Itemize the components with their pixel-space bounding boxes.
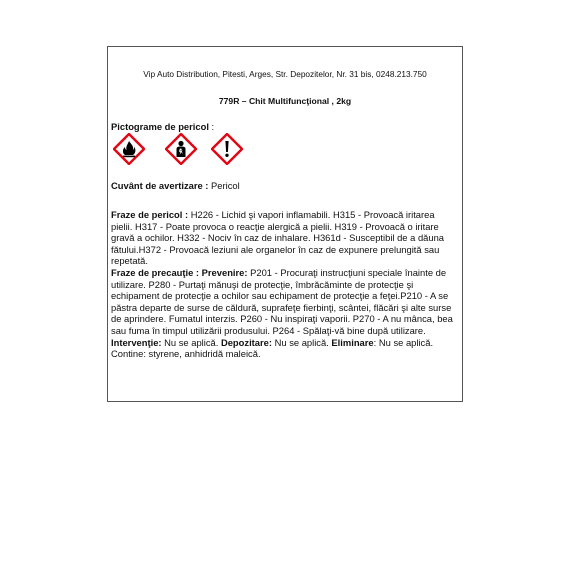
storage-text: Nu se aplică.	[272, 336, 332, 348]
pictograms-heading-suffix: :	[208, 121, 215, 132]
hazard-statements	[111, 209, 458, 267]
signal-word	[111, 180, 240, 191]
pictograms-heading-label: Pictograme de pericol	[111, 121, 209, 132]
hazard-statements-label: Fraze de pericol :	[111, 209, 189, 220]
disposal-text: : Nu se aplică. Contine: styrene, anhidridă maleică.	[111, 336, 434, 360]
storage-label: Depozitare:	[220, 336, 273, 348]
hazard-statements-text: H226 - Lichid şi vapori inflamabili. H315 - Provoacă iritarea pielii. H317 - Poate provoca o reacţie alergică a pielii. H319 - Provoacă o iritare gravă a ochilor. H332 - Nociv în caz de inhalare. H361d - Susceptibil de a dăuna fătului.H372 - Provoacă leziuni ale organelor în caz de expunere prelungită sau repetată.	[111, 209, 445, 267]
flame-icon	[113, 133, 145, 165]
response-text: Nu se aplică.	[161, 336, 221, 348]
product-title: 779R – Chit Multifuncţional , 2kg	[218, 96, 352, 106]
health-hazard-icon	[165, 133, 197, 165]
response-label: Intervenţie:	[111, 336, 162, 348]
statements	[111, 209, 458, 360]
signal-word-label: Cuvânt de avertizare :	[111, 180, 209, 191]
precaution-label: Fraze de precauţie : Prevenire:	[111, 266, 248, 278]
exclamation-mark-icon	[211, 133, 243, 165]
signal-word-value: Pericol	[208, 180, 240, 191]
company-info: Vip Auto Distribution, Pitesti, Arges, Str. Depozitelor, Nr. 31 bis, 0248.213.750	[143, 69, 427, 79]
disposal-label: Eliminare	[331, 336, 374, 348]
precaution-text: P201 - Procuraţi instrucţiuni speciale înainte de utilizare. P280 - Purtaţi mănuşi de protecţie, îmbrăcăminte de protecţie şi echipament de protecţie a ochilor sau echipament de protecţie a feţei.P210 - A se păstra departe de surse de căldură, suprafeţe fierbinţi, scântei, flăcări şi alte surse de aprindere. Fumatul interzis. P260 - Nu inspiraţi vaporii. P270 - A nu mânca, bea sau fuma în timpul utilizării produsului. P264 - Spălaţi-vă bine după utilizare.	[111, 266, 453, 336]
product-label	[107, 46, 463, 402]
pictograms-heading	[111, 121, 214, 132]
precautionary-statements	[111, 267, 458, 360]
hazard-pictograms	[113, 133, 263, 167]
